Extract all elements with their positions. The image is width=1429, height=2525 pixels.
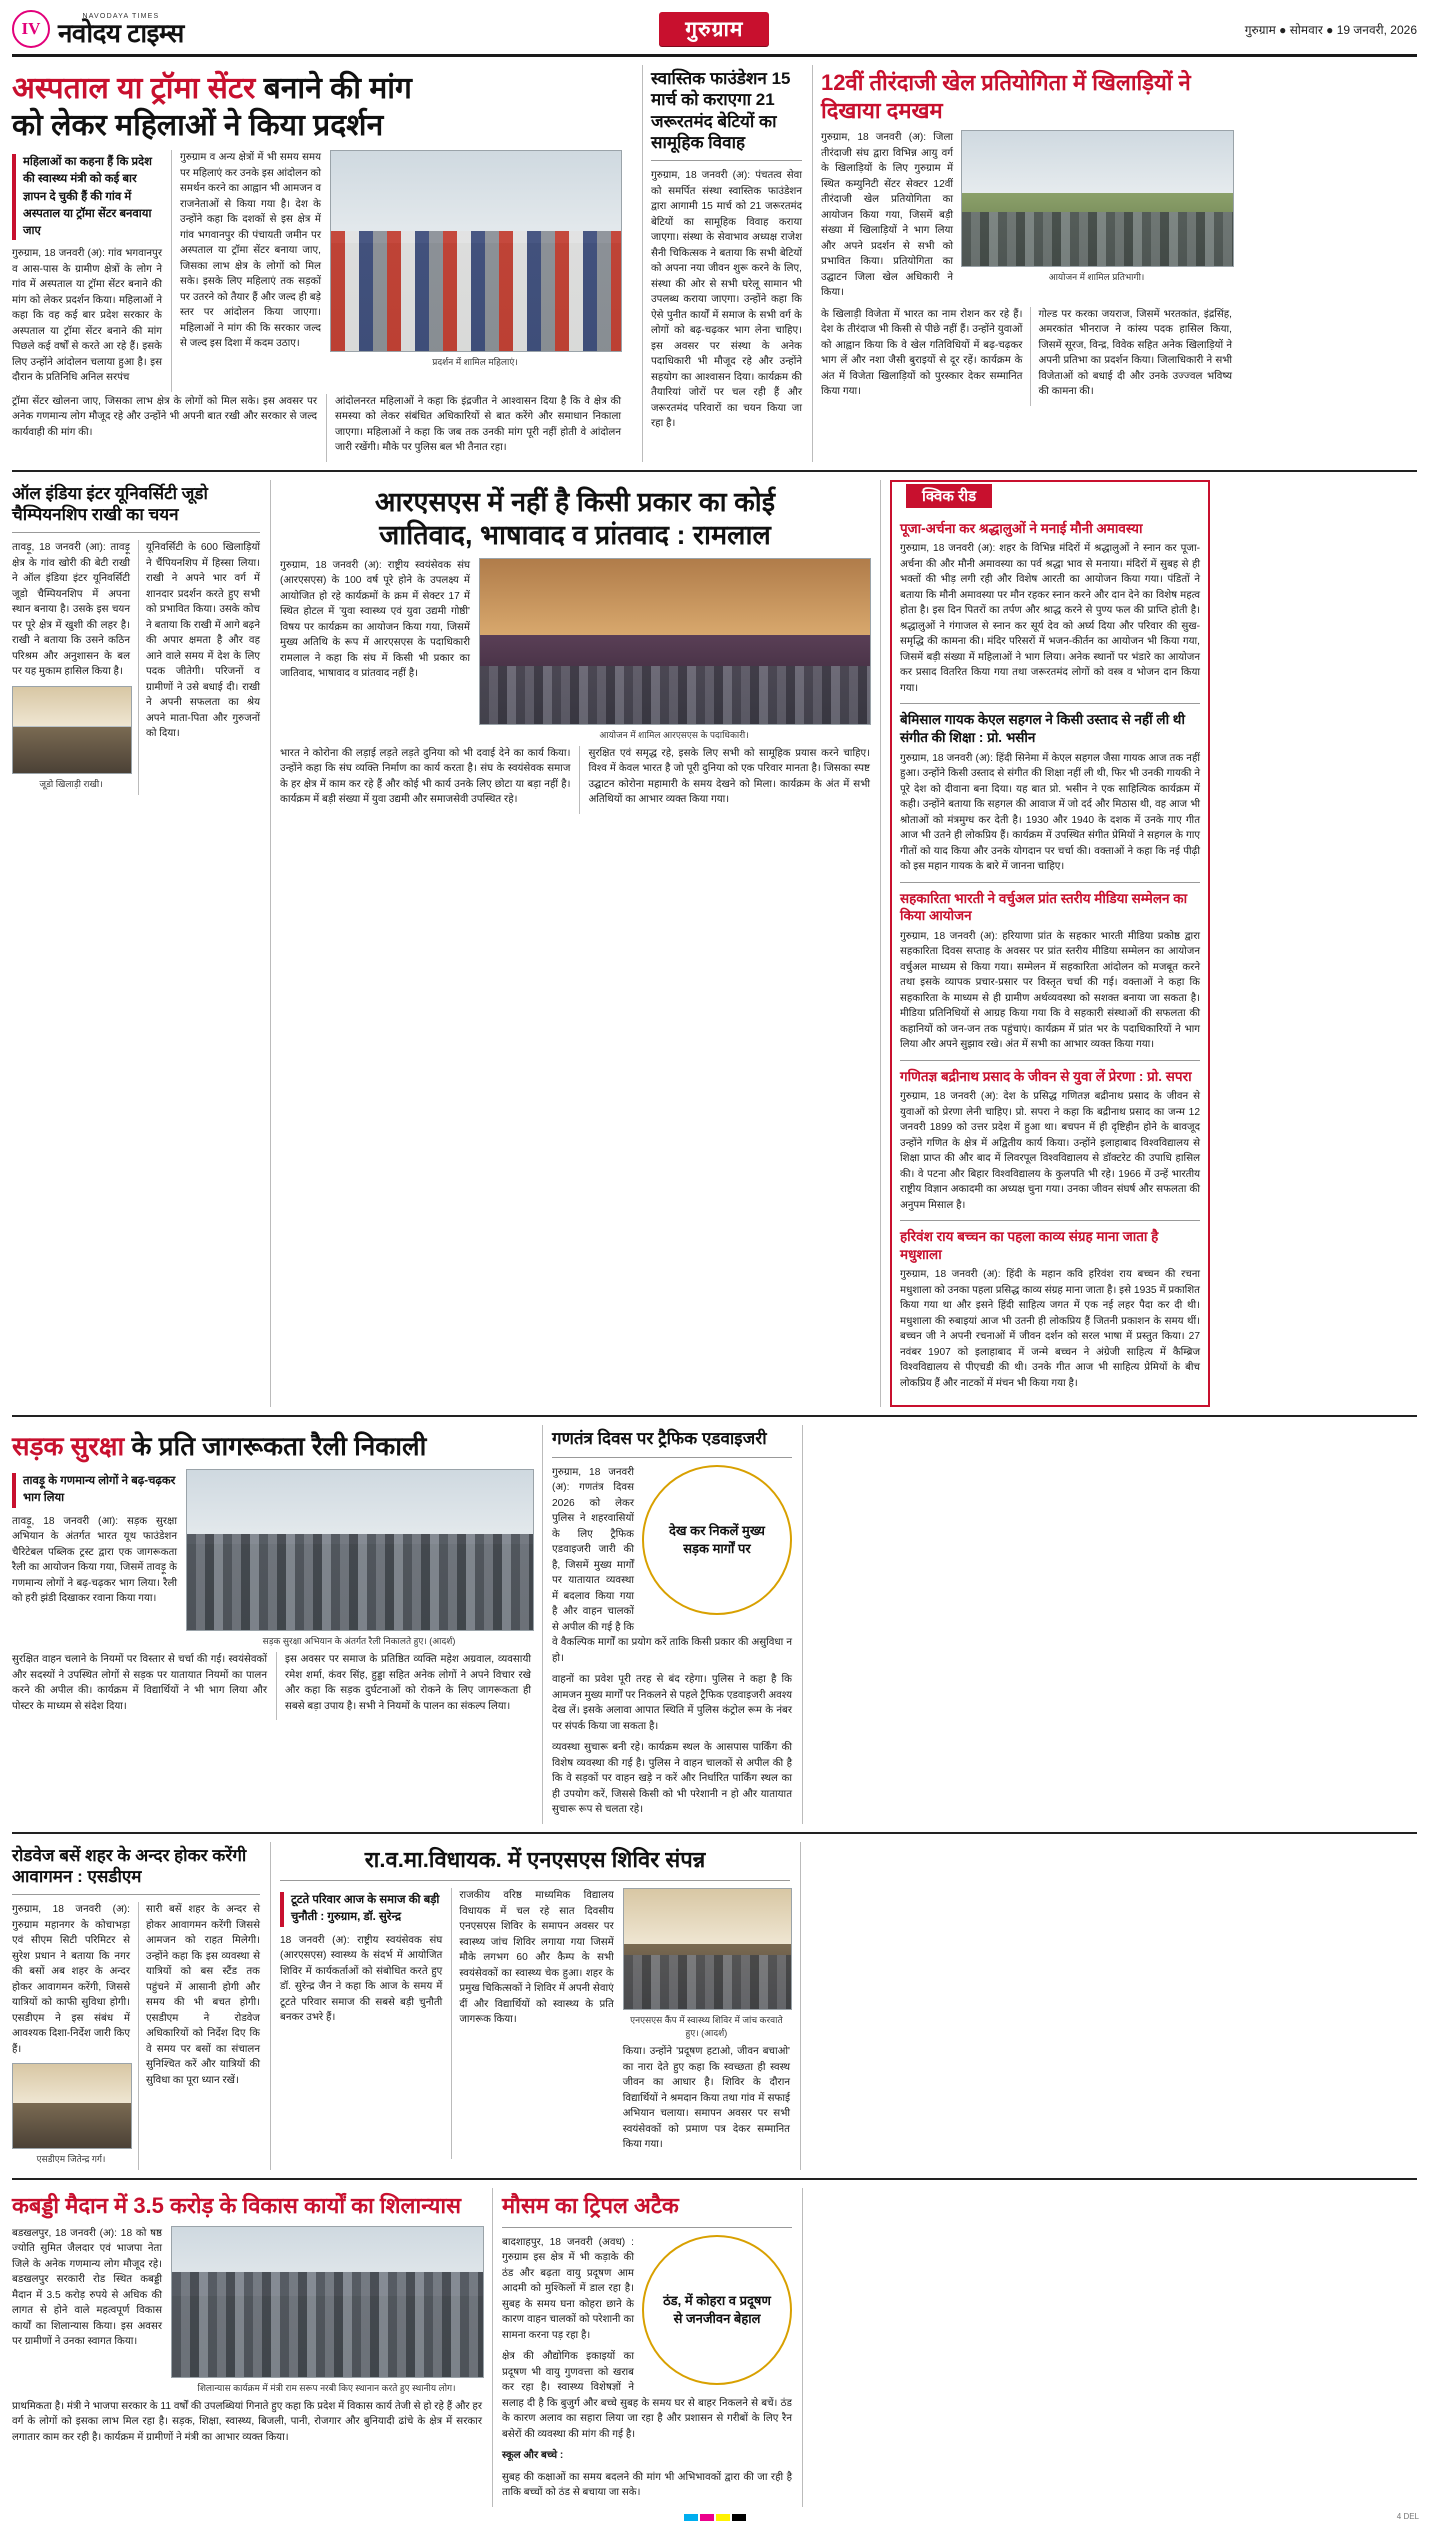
traffic-story xyxy=(542,1425,792,1823)
swastik-body: गुरुग्राम, 18 जनवरी (अ): पंचतत्व सेवा को समर्पित संस्था स्वास्तिक फाउंडेशन द्वारा आगामी 15 मार्च को 21 जरूरतमंद बेटियों का सामूहिक विवाह कराया जाएगा। संस्था के सेवाभाव अध्यक्ष राजेश सैनी चिकित्सक ने बताया कि सभी बेटियों को अपना नया जीवन शुरू करने के लिए, संस्था की ओर से सभी घरेलू सामान भी उपलब्ध कराया जाएगा। उन्होंने कहा कि ऐसे पुनीत कार्यों में समाज के सभी वर्ग के लोगों को बढ़-चढ़कर भाग लेना चाहिए। इस अवसर पर संस्था के अनेक पदाधिकारी भी मौजूद रहे और उन्होंने सहयोग का आश्वासन दिया। कार्यक्रम की तैयारियां जोरों पर चल रही हैं और जरूरतमंद परिवारों का चयन किया जा रहा है। xyxy=(651,170,802,429)
publication-logo-icon: IV xyxy=(12,10,50,48)
right-rail-continuation-3 xyxy=(802,2188,1132,2507)
weather-pullquote: ठंड, में कोहरा व प्रदूषण से जनजीवन बेहाल xyxy=(642,2235,792,2385)
page-footer-mark: 4 DEL xyxy=(1396,2511,1419,2521)
roadways-headline: रोडवेज बसें शहर के अन्दर होकर करेंगी आवागमन : एसडीएम xyxy=(12,1845,247,1886)
rss-photo-caption: आयोजन में शामिल आरएसएस के पदाधिकारी। xyxy=(599,729,749,740)
masthead-edition xyxy=(184,12,1245,46)
masthead xyxy=(12,10,1417,57)
cmyk-registration-marks xyxy=(684,2514,746,2521)
judo-story xyxy=(12,480,260,1407)
quick-read-item-head: गणितज्ञ बद्रीनाथ प्रसाद के जीवन से युवा लें प्रेरणा : प्रो. सपरा xyxy=(900,1068,1192,1084)
masthead-date: गुरुग्राम ● सोमवार ● 19 जनवरी, 2026 xyxy=(1244,22,1417,37)
masthead-english-name: NAVODAYA TIMES xyxy=(82,12,160,20)
lead-kicker: महिलाओं का कहना हैं कि प्रदेश की स्वास्थ्य मंत्री को कई बार ज्ञापन दे चुकी हैं की गांव में अस्पताल या ट्रॉमा सेंटर बनवाया जाए xyxy=(12,154,162,240)
traffic-col2: वाहनों का प्रवेश पूरी तरह से बंद रहेगा। पुलिस ने कहा है कि आमजन मुख्य मार्गों पर निकलने से पहले ट्रैफिक एडवाइजरी अवश्य देख लें। इसके अलावा आपात स्थिति में पुलिस कंट्रोल रूम के नंबर पर संपर्क किया जा सकता है। xyxy=(552,1674,792,1732)
kabaddi-photo-caption: शिलान्यास कार्यक्रम में मंत्री राम सरूप नरबी किए स्थानान करते हुए स्थानीय लोग। xyxy=(197,2382,456,2393)
roadways-photo-caption: एसडीएम जितेन्द्र गर्ग। xyxy=(36,2154,106,2165)
road-safety-col2: सुरक्षित वाहन चलाने के नियमों पर विस्तार से चर्चा की गई। स्वयंसेवकों और सदस्यों ने उपस्थित लोगों से सड़क पर यातायात नियमों का पालन करने की अपील की। कार्यक्रम में विद्यार्थियों ने भी भाग लिया और पोस्टर के माध्यम से संदेश दिया। xyxy=(12,1654,267,1712)
quick-read-title: क्विक रीड xyxy=(906,484,992,508)
quick-read-item-head: बेमिसाल गायक केएल सहगल ने किसी उस्ताद से नहीं ली थी संगीत की शिक्षा : प्रो. भसीन xyxy=(900,712,1185,746)
lead-col3: ट्रॉमा सेंटर खोलना जाए, जिसका लाभ क्षेत्र के लोगों को मिल सके। इस अवसर पर अनेक गणमान्य लोग मौजूद रहे और उन्होंने भी अपनी बात रखी और सरकार से जल्द कार्यवाही की मांग की। xyxy=(12,395,317,438)
roadways-photo xyxy=(12,2063,132,2149)
rss-col3: सुरक्षित एवं समृद्ध रहे, इसके लिए सभी को सामूहिक प्रयास करने चाहिए। विश्व में केवल भारत है जो पूरी दुनिया को एक परिवार मानता है। जिसका स्पष्ट उद्घाटन कोरोना महामारी के समय देखने को मिला। कार्यक्रम के अंत में सभी अतिथियों का आभार व्यक्त किया गया। xyxy=(588,747,870,806)
weather-sub-head: स्कूल और बच्चे : xyxy=(502,2450,564,2462)
mla-col1b: 18 जनवरी (अ): राष्ट्रीय स्वयंसेवक संघ (आरएसएस) स्वास्थ्य के संदर्भ में आयोजित शिविर में कार्यकर्ताओं को संबोधित करते हुए डॉ. सुरेन्द्र जैन ने कहा कि आज के समय में टूटते परिवार समाज की सबसे बड़ी चुनौती बनकर उभरे हैं। xyxy=(280,1934,443,2024)
weather-headline: मौसम का ट्रिपल अटैक xyxy=(502,2193,679,2219)
quick-read-item xyxy=(900,711,1200,874)
traffic-headline: गणतंत्र दिवस पर ट्रैफिक एडवाइजरी xyxy=(552,1429,767,1449)
road-safety-col1: तावड़ू, 18 जनवरी (आ): सड़क सुरक्षा अभियान के अंतर्गत भारत यूथ फाउंडेशन चैरिटेबल पब्लिक ट्रस्ट द्वारा एक जागरूकता रैली का आयोजन किया गया, जिसमें तावड़ू के गणमान्य लोगों ने बढ़-चढ़कर भाग लिया। रैली को हरी झंडी दिखाकर रवाना किया गया। xyxy=(12,1515,177,1605)
lead-photo-caption: प्रदर्शन में शामिल महिलाएं। xyxy=(432,357,518,368)
rss-photo xyxy=(479,558,871,725)
roadways-story xyxy=(12,1842,260,2171)
quick-read-item-text: गुरुग्राम, 18 जनवरी (अ): देश के प्रसिद्ध गणितज्ञ बद्रीनाथ प्रसाद के जीवन से युवाओं को प्रेरणा लेनी चाहिए। प्रो. सपरा ने कहा कि बद्रीनाथ प्रसाद का जन्म 12 जनवरी 1899 को उत्तर प्रदेश में हुआ था। बचपन में ही दृष्टिहीन होने के बावजूद उन्होंने गणित के क्षेत्र में अद्वितीय कार्य किया। उन्होंने इलाहाबाद विश्वविद्यालय से शिक्षा प्राप्त की और बाद में लिवरपूल विश्वविद्यालय से डॉक्टरेट की उपाधि हासिल की। वे पटना और बिहार विश्वविद्यालय के कुलपति भी रहे। 1966 में उन्हें भारतीय राष्ट्रीय विज्ञान अकादमी का अध्यक्ष चुना गया। उनका जीवन संघर्ष और सफलता की अनुपम मिसाल है। xyxy=(900,1091,1200,1211)
archery-col3: गोल्ड पर करका जयराज, जिसमें भरतकांत, इंद्रसिंह, अमरकांत भीनराज ने कांस्य पदक हासिल किया, जिसमें सूरज, विन्द्र, विवेक सहित अनेक खिलाड़ियों ने अपनी प्रतिभा का प्रदर्शन किया। जिलाधिकारी ने सभी विजेताओं को बधाई दी और उनके उज्ज्वल भविष्य की कामना की। xyxy=(1038,308,1232,397)
mla-headline: रा.व.मा.विधायक. में एनएसएस शिविर संपन्न xyxy=(364,1846,706,1872)
traffic-pullquote: देख कर निकलें मुख्य सड़क मार्गों पर xyxy=(642,1465,792,1615)
weather-col3: सुबह की कक्षाओं का समय बदलने की मांग भी अभिभावकों द्वारा की जा रही है ताकि बच्चों को ठंड से बचाया जा सके। xyxy=(502,2471,792,2499)
mla-photo xyxy=(623,1888,792,2010)
lead-col1: गुरुग्राम, 18 जनवरी (अ): गांव भगवानपुर व आस-पास के ग्रामीण क्षेत्रों के लोग ने गांव में अस्पताल या ट्रॉमा सेंटर बनाने की मांग को लेकर प्रदर्शन किया। महिलाओं ने कहा कि वह कई बार प्रदेश सरकार के अस्पताल या ट्रॉमा सेंटर बनाने की मांग पिछले कई वर्षों से करते आ रहे हैं। इसके लिए उन्होंने आंदोलन चलाया हुआ है। इस दौरान के प्रतिनिधि अनिल सरपंच xyxy=(12,248,162,384)
quick-read-item-head: हरिवंश राय बच्चन का पहला काव्य संग्रह माना जाता है मधुशाला xyxy=(900,1229,1159,1262)
mla-photo-caption: एनएसएस कैंप में स्वास्थ्य शिविर में जांच करवाते हुए। (आदर्श) xyxy=(630,2015,783,2039)
archery-col2: के खिलाड़ी विजेता में भारत का नाम रोशन कर रहे हैं। देश के तीरंदाज भी किसी से पीछे नहीं हैं। उन्होंने युवाओं को आह्वान किया कि वे खेल गतिविधियों में बढ़-चढ़कर भाग लें और नशा जैसी बुराइयों से दूर रहें। कार्यक्रम के अंत में विजेता खिलाड़ियों को पुरस्कार देकर सम्मानित किया गया। xyxy=(821,308,1023,397)
traffic-col1: गुरुग्राम, 18 जनवरी (अ): गणतंत्र दिवस 2026 को लेकर पुलिस ने शहरवासियों के लिए ट्रैफिक एडवाइजरी जारी की है, जिसमें मुख्य मार्गों पर यातायात व्यवस्था में बदलाव किया गया है और वाहन चालकों से अपील की गई है कि वे वैकल्पिक मार्गों का प्रयोग करें ताकि किसी प्रकार की असुविधा न हो। xyxy=(552,1466,792,1664)
quick-read-item xyxy=(900,890,1200,1053)
judo-col2: यूनिवर्सिटी के 600 खिलाड़ियों ने चैंपियनशिप में हिस्सा लिया। राखी ने अपने भार वर्ग में शानदार प्रदर्शन करते हुए सभी को प्रभावित किया। उसके कोच ने बताया कि राखी में आगे बढ़ने की अपार क्षमता है और वह आने वाले समय में देश के लिए पदक जीतेगी। परिजनों व ग्रामीणों ने उसे बधाई दी। राखी ने अपनी सफलता का श्रेय अपने माता-पिता और गुरुजनों को दिया। xyxy=(146,542,260,740)
rss-headline: आरएसएस में नहीं है किसी प्रकार का कोई जातिवाद, भाषावाद व प्रांतवाद : रामलाल xyxy=(374,486,776,550)
judo-photo xyxy=(12,686,132,774)
kabaddi-story xyxy=(12,2188,482,2507)
kabaddi-headline: कबड्डी मैदान में 3.5 करोड़ के विकास कार्यों का शिलान्यास xyxy=(12,2193,461,2219)
lead-headline: अस्पताल या ट्रॉमा सेंटर बनाने की मांग को लेकर महिलाओं ने किया प्रदर्शन xyxy=(12,72,412,142)
road-safety-photo-caption: सड़क सुरक्षा अभियान के अंतर्गत रैली निकालते हुए। (आदर्श) xyxy=(262,1636,456,1647)
road-safety-headline: सड़क सुरक्षा के प्रति जागरूकता रैली निकाली xyxy=(12,1431,427,1462)
lead-story xyxy=(12,65,632,462)
mla-col2: राजकीय वरिष्ठ माध्यमिक विद्यालय विधायक में चल रहे सात दिवसीय एनएसएस शिविर के समापन अवसर पर स्वास्थ्य जांच शिविर लगाया गया जिसमें मौके लगभग 60 और कैम्प के सभी स्वयंसेवकों का स्वास्थ्य चेक हुआ। शहर के प्रमुख चिकित्सकों ने शिविर में अपनी सेवाएं दीं और विद्यार्थियों को स्वास्थ्य के प्रति जागरूक किया। xyxy=(459,1890,614,2026)
kabaddi-col2: प्राथमिकता है। मंत्री ने भाजपा सरकार के 11 वर्षों की उपलब्धियां गिनाते हुए कहा कि प्रदेश में विकास कार्य तेजी से हो रहे हैं और हर वर्ग के लोगों को इसका लाभ मिल रहा है। सड़क, शिक्षा, स्वास्थ्य, बिजली, पानी, रोजगार और बुनियादी ढांचे के क्षेत्र में सरकार लगातार काम कर रही है। कार्यक्रम में ग्रामीणों ने मंत्री का आभार व्यक्त किया। xyxy=(12,2400,482,2443)
swastik-headline: स्वास्तिक फाउंडेशन 15 मार्च को कराएगा 21 जरूरतमंद बेटियों का सामूहिक विवाह xyxy=(651,69,791,152)
weather-col1: बादशाहपुर, 18 जनवरी (अवध) : गुरुग्राम इस क्षेत्र में भी कड़ाके की ठंड और बढ़ता वायु प्रदूषण आम आदमी को मुश्किलों में डाल रहा है। सुबह के समय घना कोहरा छाने के कारण वाहन चालकों को परेशानी का सामना करना पड़ रहा है। xyxy=(502,2236,634,2341)
rss-story xyxy=(270,480,870,1407)
road-safety-story xyxy=(12,1425,532,1823)
traffic-col3: व्यवस्था सुचारू बनी रहे। कार्यक्रम स्थल के आसपास पार्किंग की विशेष व्यवस्था की गई है। पुलिस ने वाहन चालकों से अपील की है कि वे सड़कों पर वाहन खड़े न करें और निर्धारित पार्किंग स्थल का ही उपयोग करें, जिससे किसी को भी परेशानी न हो और यातायात सुचारू रूप से चलता रहे। xyxy=(552,1742,792,1816)
archery-headline: 12वीं तीरंदाजी खेल प्रतियोगिता में खिलाड़ियों ने दिखाया दमखम xyxy=(821,70,1191,123)
rss-col2: भारत ने कोरोना की लड़ाई लड़ते लड़ते दुनिया को भी दवाई देने का कार्य किया। उन्होंने कहा कि संघ व्यक्ति निर्माण का कार्य करता है। संघ के स्वयंसेवक समाज के हर क्षेत्र में काम कर रहे हैं और कोई भी कार्य उनके लिए छोटा या बड़ा नहीं है। कार्यक्रम में बड़ी संख्या में युवा उद्यमी और समाजसेवी उपस्थित रहे। xyxy=(280,747,571,806)
quick-read-item xyxy=(900,1228,1200,1391)
quick-read-item xyxy=(900,1068,1200,1214)
mla-sub-headline: टूटते परिवार आज के समाज की बड़ी चुनौती : गुरुग्राम, डॉ. सुरेन्द्र xyxy=(280,1892,442,1927)
archery-story xyxy=(812,65,1232,462)
quick-read-rail xyxy=(880,480,1210,1407)
road-safety-kicker: तावड़ू के गणमान्य लोगों ने बढ़-चढ़कर भाग लिया xyxy=(12,1473,177,1508)
lead-col4: आंदोलनरत महिलाओं ने कहा कि इंद्रजीत ने आश्वासन दिया है कि वे क्षेत्र की समस्या को लेकर संबंधित अधिकारियों से बात करेंगे और समाधान निकाला जाएगा। महिलाओं ने कहा कि जब तक उनकी मांग पूरी नहीं होती वे आंदोलन जारी रखेंगी। मौके पर पुलिस बल भी तैनात रहा। xyxy=(335,395,621,454)
kabaddi-col1: बडखलपुर, 18 जनवरी (अ): 18 को षष्ठ ज्योति सुमित जैलदार एवं भाजपा नेता जिले के अनेक गणमान्य लोग मौजूद रहे। बडखलपुर सरकारी रोड स्थित कबड्डी मैदान में 3.5 करोड़ रुपये से अधिक की लागत से होने वाले महत्वपूर्ण विकास कार्यों का शिलान्यास किया। इस अवसर पर ग्रामीणों ने उनका स्वागत किया। xyxy=(12,2227,162,2348)
quick-read-item-head: पूजा-अर्चना कर श्रद्धालुओं ने मनाई मौनी अमावस्या xyxy=(900,520,1143,536)
quick-read-item-text: गुरुग्राम, 18 जनवरी (अ): हरियाणा प्रांत के सहकार भारती मीडिया प्रकोष्ठ द्वारा सहकारिता दिवस सप्ताह के अवसर पर प्रांत स्तरीय मीडिया सम्मेलन का आयोजन वर्चुअल माध्यम से किया गया। सम्मेलन में सहकारिता आंदोलन को मजबूत करने तथा इसके व्यापक प्रचार-प्रसार पर विस्तृत चर्चा की गई। वक्ताओं ने कहा कि सहकारिता के माध्यम से ही ग्रामीण अर्थव्यवस्था को सशक्त बनाया जा सकता है। मीडिया प्रतिनिधियों से आग्रह किया गया कि वे सहकारी संस्थाओं की सफलता की कहानियों को जन-जन तक पहुंचाएं। कार्यक्रम में प्रांत भर के पदाधिकारियों ने भाग लिया और अपने सुझाव रखे। अंत में सभी का आभार व्यक्त किया गया। xyxy=(900,930,1200,1051)
archery-col1: गुरुग्राम, 18 जनवरी (अ): जिला तीरंदाजी संघ द्वारा विभिन्न आयु वर्ग के खिलाड़ियों के लिए गुरुग्राम में स्थित कम्युनिटी सेंटर सेक्टर 12वीं तीरंदाजी खेल प्रतियोगिता का आयोजन किया गया, जिसमें बड़ी संख्या में खिलाड़ियों ने भाग लिया और अपने प्रदर्शन से सभी को प्रभावित किया। प्रतियोगिता का उद्घाटन जिला खेल अधिकारी ने किया। xyxy=(821,132,954,298)
kabaddi-photo xyxy=(171,2226,484,2378)
judo-col1: तावड़ू, 18 जनवरी (आ): तावड़ू क्षेत्र के गांव खोरी की बेटी राखी ने ऑल इंडिया इंटर यूनिवर्सिटी जूडो चैम्पियनशिप में अपना स्थान बनाया है। उसके इस चयन पर पूरे क्षेत्र में खुशी की लहर है। राखी ने बताया कि उसने कठिन परिश्रम और अनुशासन के बल पर यह मुकाम हासिल किया है। xyxy=(12,542,130,678)
quick-read-item-head: सहकारिता भारती ने वर्चुअल प्रांत स्तरीय मीडिया सम्मेलन का किया आयोजन xyxy=(900,890,1188,924)
quick-read-box xyxy=(890,480,1210,1407)
judo-headline: ऑल इंडिया इंटर यूनिवर्सिटी जूडो चैम्पियनशिप राखी का चयन xyxy=(12,483,208,525)
right-rail-continuation xyxy=(802,1425,1132,1823)
quick-read-item xyxy=(900,520,1200,697)
quick-read-item-text: गुरुग्राम, 18 जनवरी (अ): शहर के विभिन्न मंदिरों में श्रद्धालुओं ने स्नान कर पूजा-अर्चना की और मौनी अमावस्या का पर्व श्रद्धा भाव से मनाया। मंदिरों में सुबह से ही भक्तों की भीड़ लगी रही और विशेष आरती का आयोजन किया गया। पंडितों ने बताया कि मौनी अमावस्या पर मौन रहकर स्नान करने और दान देने का विशेष महत्व होता है। इस दिन पितरों का तर्पण और श्राद्ध करने से पुण्य फल की प्राप्ति होती है। श्रद्धालुओं ने गंगाजल से स्नान कर सूर्य देव को अर्घ्य दिया और परिवार की सुख-समृद्धि की कामना की। मंदिर परिसरों में भजन-कीर्तन का आयोजन भी किया गया, जिसमें बड़ी संख्या में महिलाओं ने भाग लिया। अनेक स्थानों पर भंडारे का आयोजन कर प्रसाद वितरित किया गया तथा जरूरतमंद लोगों को वस्त्र व भोजन दान किया गया। xyxy=(900,543,1200,694)
quick-read-item-text: गुरुग्राम, 18 जनवरी (अ): हिंदी के महान कवि हरिवंश राय बच्चन की रचना मधुशाला को उनका पहला प्रसिद्ध काव्य संग्रह माना जाता है। इसे 1935 में प्रकाशित किया गया था और इसने हिंदी साहित्य जगत में एक नई लहर पैदा कर दी थी। मधुशाला की रुबाइयां आज भी उतनी ही लोकप्रिय हैं जितनी प्रकाशन के समय थीं। बच्चन जी ने अपनी रचनाओं में जीवन दर्शन को सरल भाषा में प्रस्तुत किया। 27 नवंबर 1907 को इलाहाबाद में जन्मे बच्चन ने अंग्रेजी साहित्य में कैम्ब्रिज विश्वविद्यालय से पीएचडी की थी। उनके गीत आज भी साहित्य प्रेमियों के बीच लोकप्रिय हैं और नाटकों में मंचन भी किया गया है। xyxy=(900,1269,1200,1389)
masthead-hindi-name: नवोदय टाइम्स xyxy=(58,17,184,48)
edition-badge: गुरुग्राम xyxy=(659,12,769,46)
roadways-col1: गुरुग्राम, 18 जनवरी (अ): गुरुग्राम महानगर के कोचाभड़ा एवं सीएम सिटी परिमिटर से सुरेश प्रधान ने बताया कि नगर की बसों अब शहर के अन्दर होकर आवागमन करेंगी, जिससे यात्रियों को काफी सुविधा होगी। एसडीएम ने इस संबंध में आवश्यक दिशा-निर्देश जारी किए हैं। xyxy=(12,1904,130,2055)
weather-story xyxy=(492,2188,792,2507)
lead-col2: गुरुग्राम व अन्य क्षेत्रों में भी समय समय पर महिलाएं कर उनके इस आंदोलन को समर्थन करने का आह्वान भी आमजन व राजनेताओं से किया गया है। देश के उन्होंने कहा कि दशकों से इस क्षेत्र में गांव भगवानपुर की पंचायती जमीन पर अस्पताल या ट्रॉमा सेंटर बनाया जाए, जिसका लाभ क्षेत्र के लोगों को मिल सके। इसके लिए महिलाएं तक सड़कों पर उतरने को तैयार हैं और जल्द ही बड़े स्तर पर आंदोलन किया जाएगा। महिलाओं ने मांग की कि सरकार जल्द से जल्द इस दिशा में कदम उठाए। xyxy=(180,152,321,350)
right-rail-continuation-2 xyxy=(800,1842,1130,2171)
swastik-story xyxy=(642,65,802,462)
archery-photo xyxy=(961,130,1234,267)
roadways-col2: सारी बसें शहर के अन्दर से होकर आवागमन करेंगी जिससे आमजन को राहत मिलेगी। उन्होंने कहा कि इस व्यवस्था से यात्रियों को बस स्टैंड तक पहुंचने में आसानी होगी और समय की भी बचत होगी। एसडीएम ने रोडवेज अधिकारियों को निर्देश दिए कि वे समय पर बसों का संचालन सुनिश्चित करें और यात्रियों की सुविधा का पूरा ध्यान रखें। xyxy=(146,1904,260,2086)
road-safety-col3: इस अवसर पर समाज के प्रतिष्ठित व्यक्ति महेश अग्रवाल, व्यवसायी रमेश शर्मा, कंवर सिंह, हुड्डा सहित अनेक लोगों ने अपने विचार रखे और कहा कि सड़क दुर्घटनाओं को रोकने के लिए जागरूकता ही सबसे बड़ा उपाय है। सभी ने नियमों के पालन का संकल्प लिया। xyxy=(285,1654,531,1712)
rss-col1: गुरुग्राम, 18 जनवरी (अ): राष्ट्रीय स्वयंसेवक संघ (आरएसएस) के 100 वर्ष पूरे होने के उपलक्ष्य में आयोजित हो रहे कार्यक्रमों के क्रम में सेक्टर 17 में स्थित होटल में 'युवा स्वास्थ्य एवं युवा उद्यमी गोष्ठी' विषय पर कार्यक्रम का आयोजन किया गया, जिसमें मुख्य अतिथि के रूप में आरएसएस के पदाधिकारी रामलाल ने कहा कि संघ में किसी भी प्रकार का जातिवाद, भाषावाद व प्रांतवाद नहीं है। xyxy=(280,559,470,680)
archery-photo-caption: आयोजन में शामिल प्रतिभागी। xyxy=(1048,272,1145,282)
mla-col3: किया। उन्होंने 'प्रदूषण हटाओ, जीवन बचाओ' का नारा देते हुए कहा कि स्वच्छता ही स्वस्थ जीवन का आधार है। शिविर के दौरान विद्यार्थियों ने श्रमदान किया तथा गांव में सफाई अभियान चलाया। समापन अवसर पर सभी स्वयंसेवकों को प्रमाण पत्र देकर सम्मानित किया गया। xyxy=(622,2046,790,2151)
lead-photo xyxy=(330,150,622,352)
mla-story xyxy=(270,1842,790,2171)
quick-read-item-text: गुरुग्राम, 18 जनवरी (अ): हिंदी सिनेमा में केएल सहगल जैसा गायक आज तक नहीं हुआ। उन्होंने किसी उस्ताद से संगीत की शिक्षा नहीं ली थी, फिर भी उनकी गायकी ने पूरे देश को दीवाना बना दिया। यह बात प्रो. भसीन ने एक साहित्यिक कार्यक्रम में कही। उन्होंने बताया कि सहगल की आवाज में जो दर्द और मिठास थी, वह आज भी श्रोताओं को मंत्रमुग्ध कर देती है। 1930 और 1940 के दशक में उनके गाए गीत आज भी उतने ही लोकप्रिय हैं। कार्यक्रम में उपस्थित संगीत प्रेमियों ने सहगल के गाए गीतों को याद किया और उनके योगदान पर चर्चा की। वक्ताओं ने कहा कि नई पीढ़ी को इस महान गायक के बारे में जानना चाहिए। xyxy=(900,752,1200,873)
weather-col2: क्षेत्र की औद्योगिक इकाइयों का प्रदूषण भी वायु गुणवत्ता को खराब कर रहा है। स्वास्थ्य विशेषज्ञों ने सलाह दी है कि बुजुर्ग और बच्चे सुबह के समय घर से बाहर निकलने से बचें। ठंड के कारण अलाव का सहारा लिया जा रहा है और प्रशासन से गरीबों के लिए रैन बसेरों की व्यवस्था की मांग की गई है। xyxy=(502,2351,792,2440)
masthead-brand xyxy=(12,10,184,48)
road-safety-photo xyxy=(186,1469,534,1631)
judo-photo-caption: जूडो खिलाड़ी राखी। xyxy=(39,778,103,789)
